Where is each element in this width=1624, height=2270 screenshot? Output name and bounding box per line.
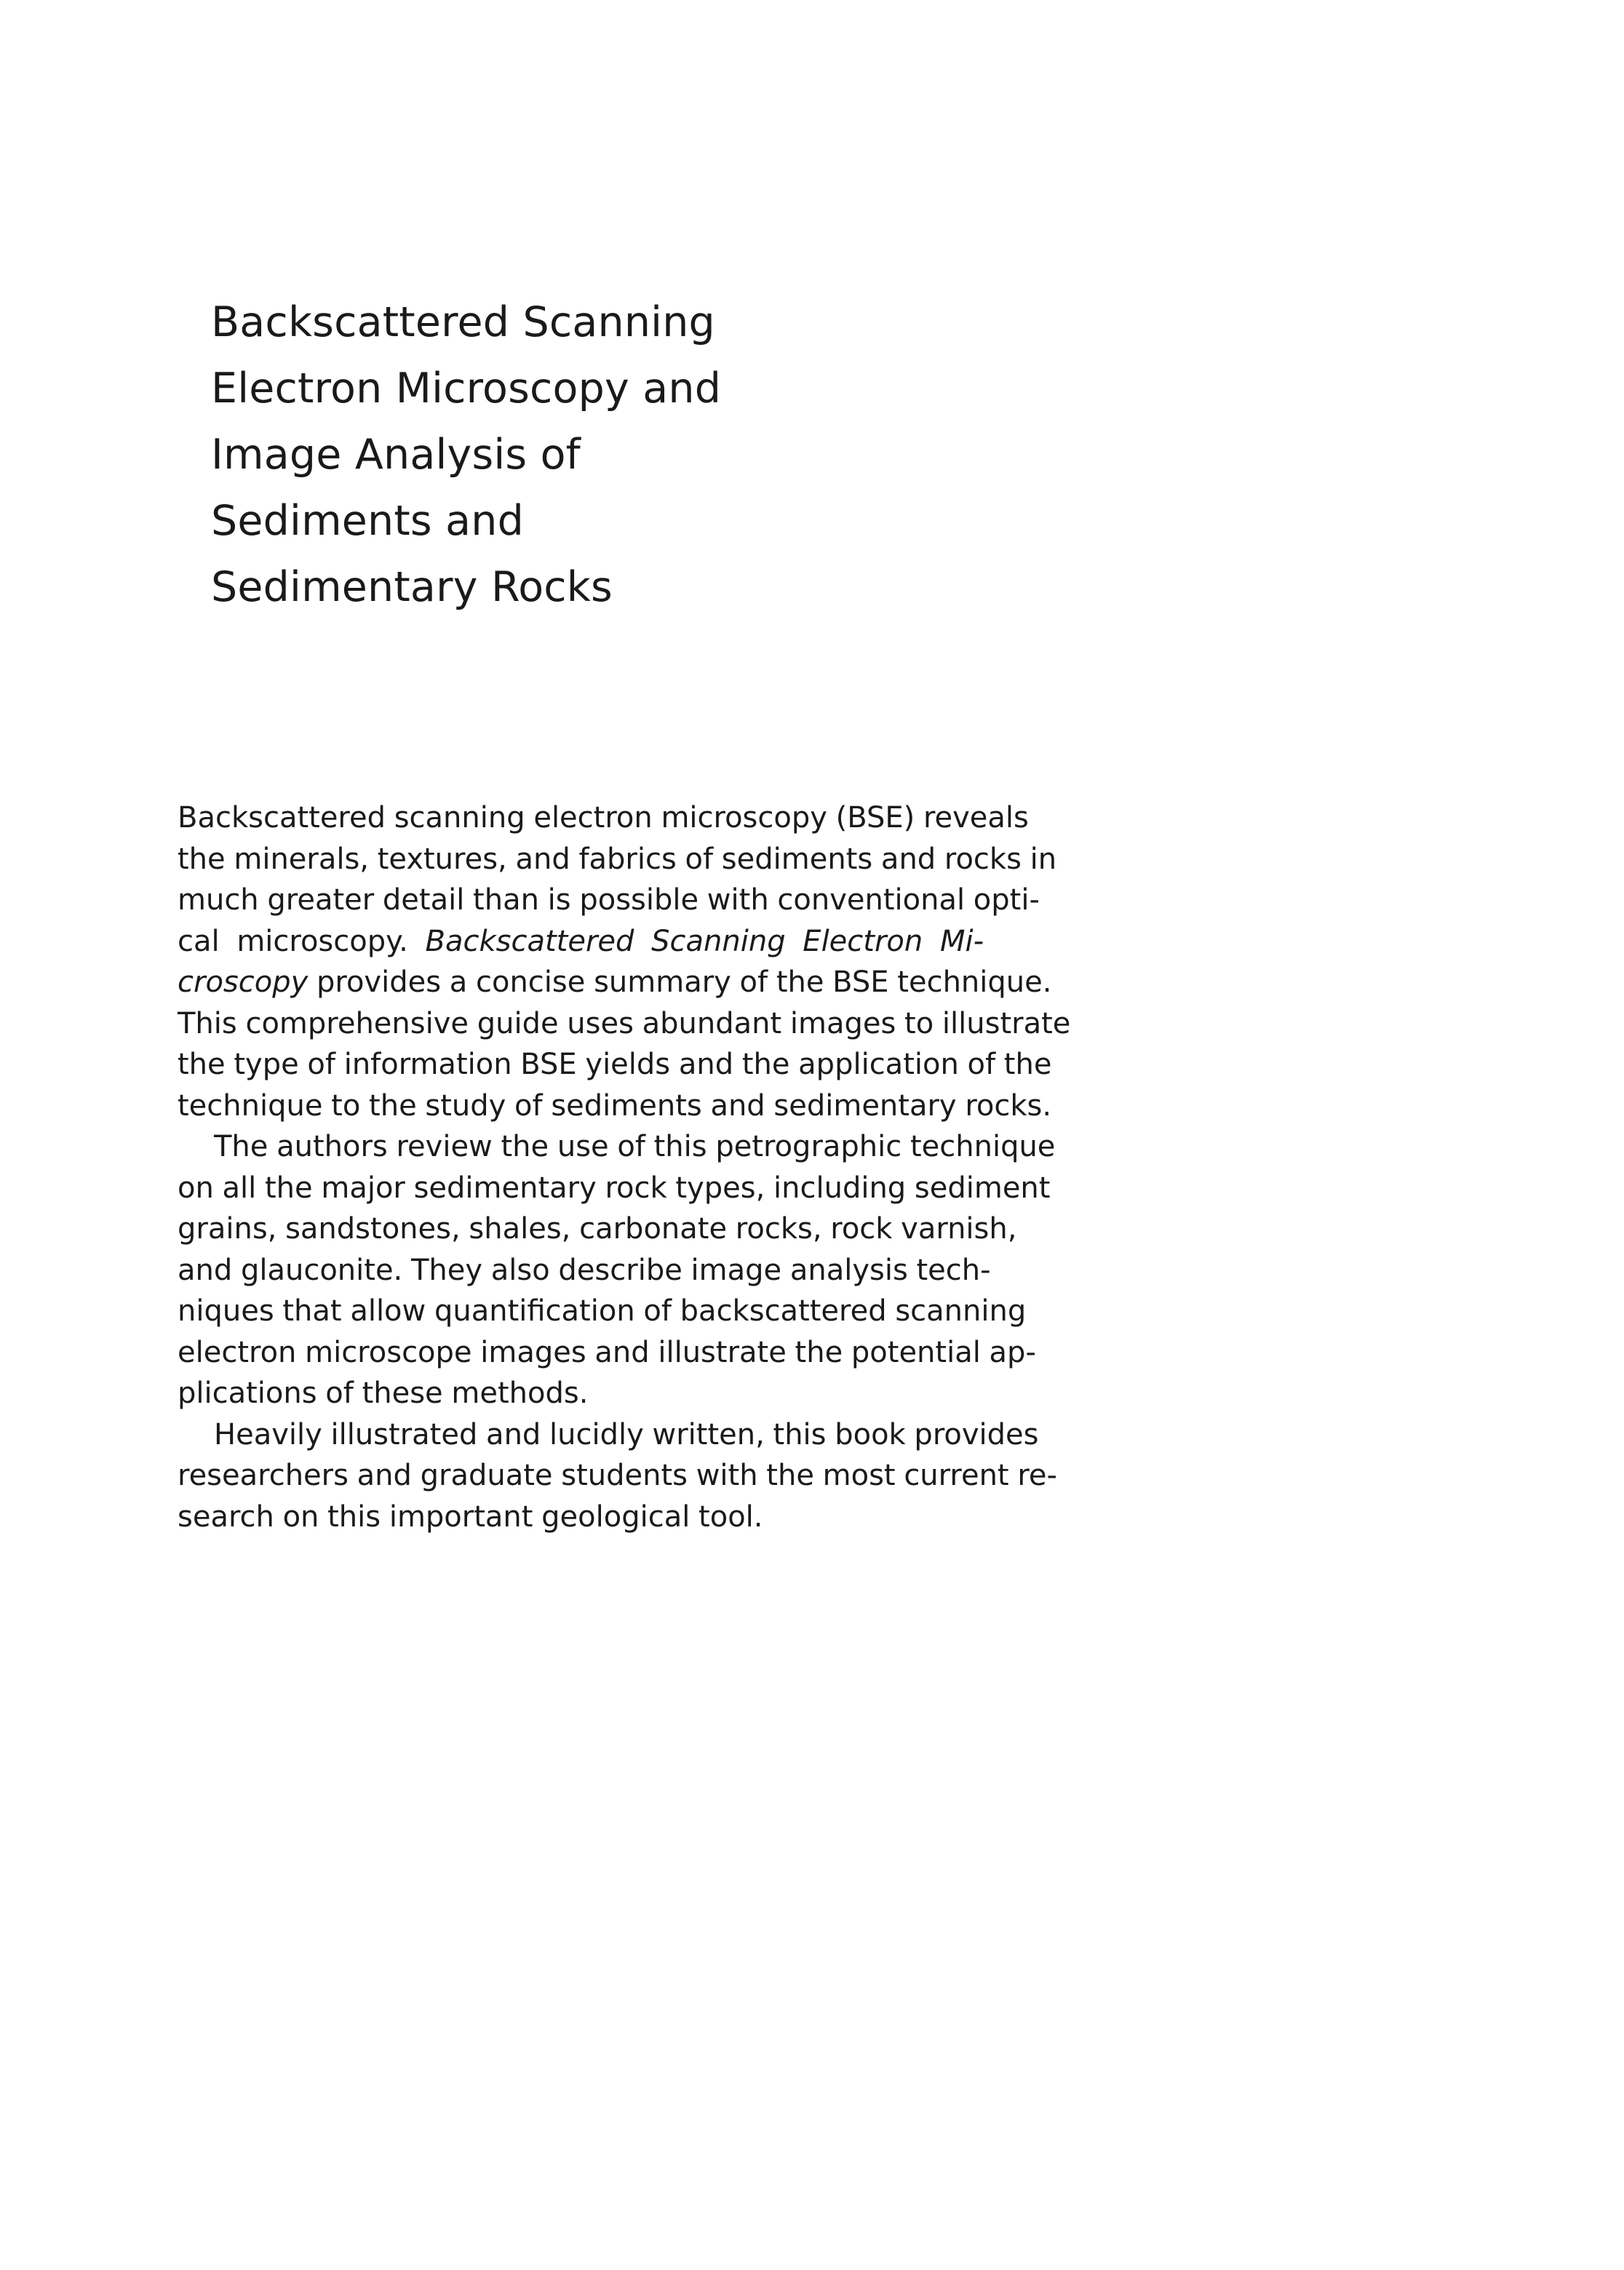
text-line: The authors review the use of this petrographic technique [214, 1130, 1056, 1163]
title-line-1: Backscattered Scanning [211, 298, 715, 346]
book-title-italic: croscopy [178, 965, 309, 999]
text-line: on all the major sedimentary rock types, including sediment [178, 1171, 1051, 1205]
title-line-3: Image Analysis of [211, 431, 581, 479]
text-segment: provides a concise summary of the BSE technique. [308, 965, 1052, 999]
text-line: grains, sandstones, shales, carbonate rocks, rock varnish, [178, 1212, 1017, 1246]
text-line: the type of information BSE yields and the application of the [178, 1048, 1052, 1081]
text-line: technique to the study of sediments and sedimentary rocks. [178, 1088, 1052, 1123]
text-line: niques that allow quantification of backscattered scanning [178, 1294, 1027, 1328]
title-line-2: Electron Microscopy and [211, 365, 722, 413]
book-title [211, 290, 1011, 621]
text-line: the minerals, textures, and fabrics of sediments and rocks in [178, 842, 1057, 876]
text-line: Heavily illustrated and lucidly written, this book provides [214, 1417, 1039, 1451]
text-line: and glauconite. They also describe image analysis tech- [178, 1253, 991, 1287]
title-line-4: Sediments and [211, 497, 524, 545]
text-line: This comprehensive guide uses abundant images to illustrate [178, 1006, 1071, 1040]
text-segment: cal microscopy. [178, 924, 408, 958]
text-line: much greater detail than is possible with conventional opti- [178, 883, 1040, 917]
text-line: electron microscope images and illustrate the potential ap- [178, 1335, 1036, 1369]
book-title-italic: Backscattered Scanning Electron Mi- [425, 924, 984, 958]
text-line: Backscattered scanning electron microscopy (BSE) reveals [178, 801, 1029, 835]
text-line [178, 962, 1052, 1003]
description-paragraph-2 [178, 1126, 1056, 1414]
text-line: plications of these methods. [178, 1377, 589, 1410]
book-description [178, 797, 1071, 1537]
description-paragraph-1 [178, 797, 1071, 1126]
text-line [178, 921, 984, 963]
title-line-5: Sedimentary Rocks [211, 563, 613, 611]
description-paragraph-3 [178, 1414, 1057, 1538]
text-line: search on this important geological tool. [178, 1500, 763, 1534]
text-line: researchers and graduate students with the most current re- [178, 1459, 1057, 1492]
